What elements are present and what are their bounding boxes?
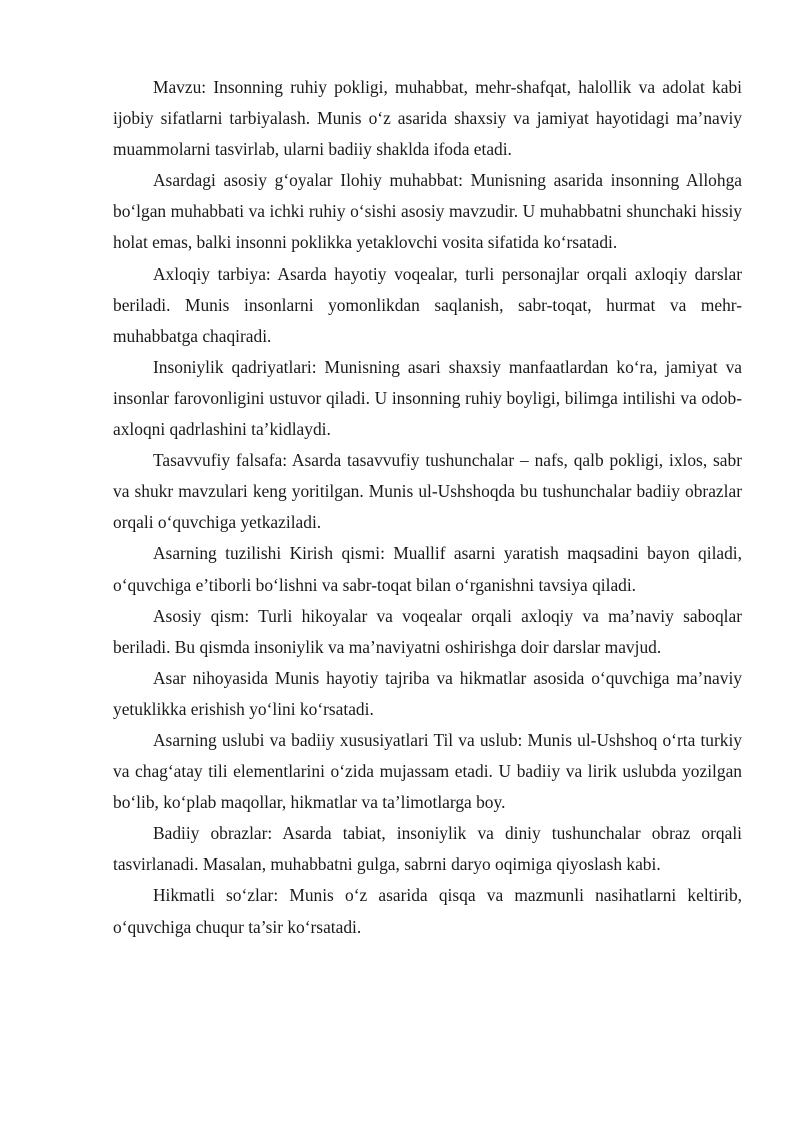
document-page (113, 72, 742, 943)
paragraph-structure-intro: Asarning tuzilishi Kirish qismi: Muallif asarni yaratish maqsadini bayon qiladi, o‘quvchiga e’tiborli bo‘lishni va sabr-toqat bilan o‘rganishni tavsiya qiladi. (113, 543, 742, 595)
paragraph-conclusion: Asar nihoyasida Munis hayotiy tajriba va hikmatlar asosida o‘quvchiga ma’naviy yetuklikka erishish yo‘lini ko‘rsatadi. (113, 667, 742, 719)
paragraph-artistic-images: Badiiy obrazlar: Asarda tabiat, insoniylik va diniy tushunchalar obraz orqali tasvirlanadi. Masalan, muhabbatni gulga, sabrni daryo oqimiga qiyoslash kabi. (113, 823, 742, 875)
paragraph-main-ideas: Asardagi asosiy g‘oyalar Ilohiy muhabbat: Munisning asarida insonning Allohga bo‘lgan muhabbati va ichki ruhiy o‘sishi asosiy mavzudir. U muhabbatni shunchaki hissiy holat emas, balki insonni poklikka yetaklovchi vosita sifatida ko‘rsatadi. (113, 170, 742, 253)
paragraph-moral-education: Axloqiy tarbiya: Asarda hayotiy voqealar, turli personajlar orqali axloqiy darslar beriladi. Munis insonlarni yomonlikdan saqlanish, sabr-toqat, hurmat va mehr-muhabbatga chaqiradi. (113, 263, 742, 346)
paragraph-human-values: Insoniylik qadriyatlari: Munisning asari shaxsiy manfaatlardan ko‘ra, jamiyat va insonlar farovonligini ustuvor qiladi. U insonning ruhiy boyligi, bilimga intilishi va odob-axloqni qadrlashini ta’kidlaydi. (113, 356, 742, 440)
paragraph-style-language: Asarning uslubi va badiiy xususiyatlari Til va uslub: Munis ul-Ushshoq o‘rta turkiy va chag‘atay tili elementlarini o‘zida mujassam etadi. U badiiy va lirik uslubda yozilgan bo‘lib, ko‘plab maqollar, hikmatlar va ta’limotlarga boy. (113, 729, 742, 813)
paragraph-topic: Mavzu: Insonning ruhiy pokligi, muhabbat, mehr-shafqat, halollik va adolat kabi ijobiy sifatlarni tarbiyalash. Munis o‘z asarida shaxsiy va jamiyat hayotidagi ma’naviy muammolarni tasvirlab, ularni badiiy shaklda ifoda etadi. (113, 77, 742, 160)
paragraph-main-part: Asosiy qism: Turli hikoyalar va voqealar orqali axloqiy va ma’naviy saboqlar beriladi. Bu qismda insoniylik va ma’naviyatni oshirishga doir darslar mavjud. (113, 605, 742, 657)
paragraph-wise-words: Hikmatli so‘zlar: Munis o‘z asarida qisqa va mazmunli nasihatlarni keltirib, o‘quvchiga chuqur ta’sir ko‘rsatadi. (113, 885, 742, 937)
paragraph-sufi-philosophy: Tasavvufiy falsafa: Asarda tasavvufiy tushunchalar – nafs, qalb pokligi, ixlos, sabr va shukr mavzulari keng yoritilgan. Munis ul-Ushshoqda bu tushunchalar badiiy obrazlar orqali o‘quvchiga yetkaziladi. (113, 450, 742, 533)
